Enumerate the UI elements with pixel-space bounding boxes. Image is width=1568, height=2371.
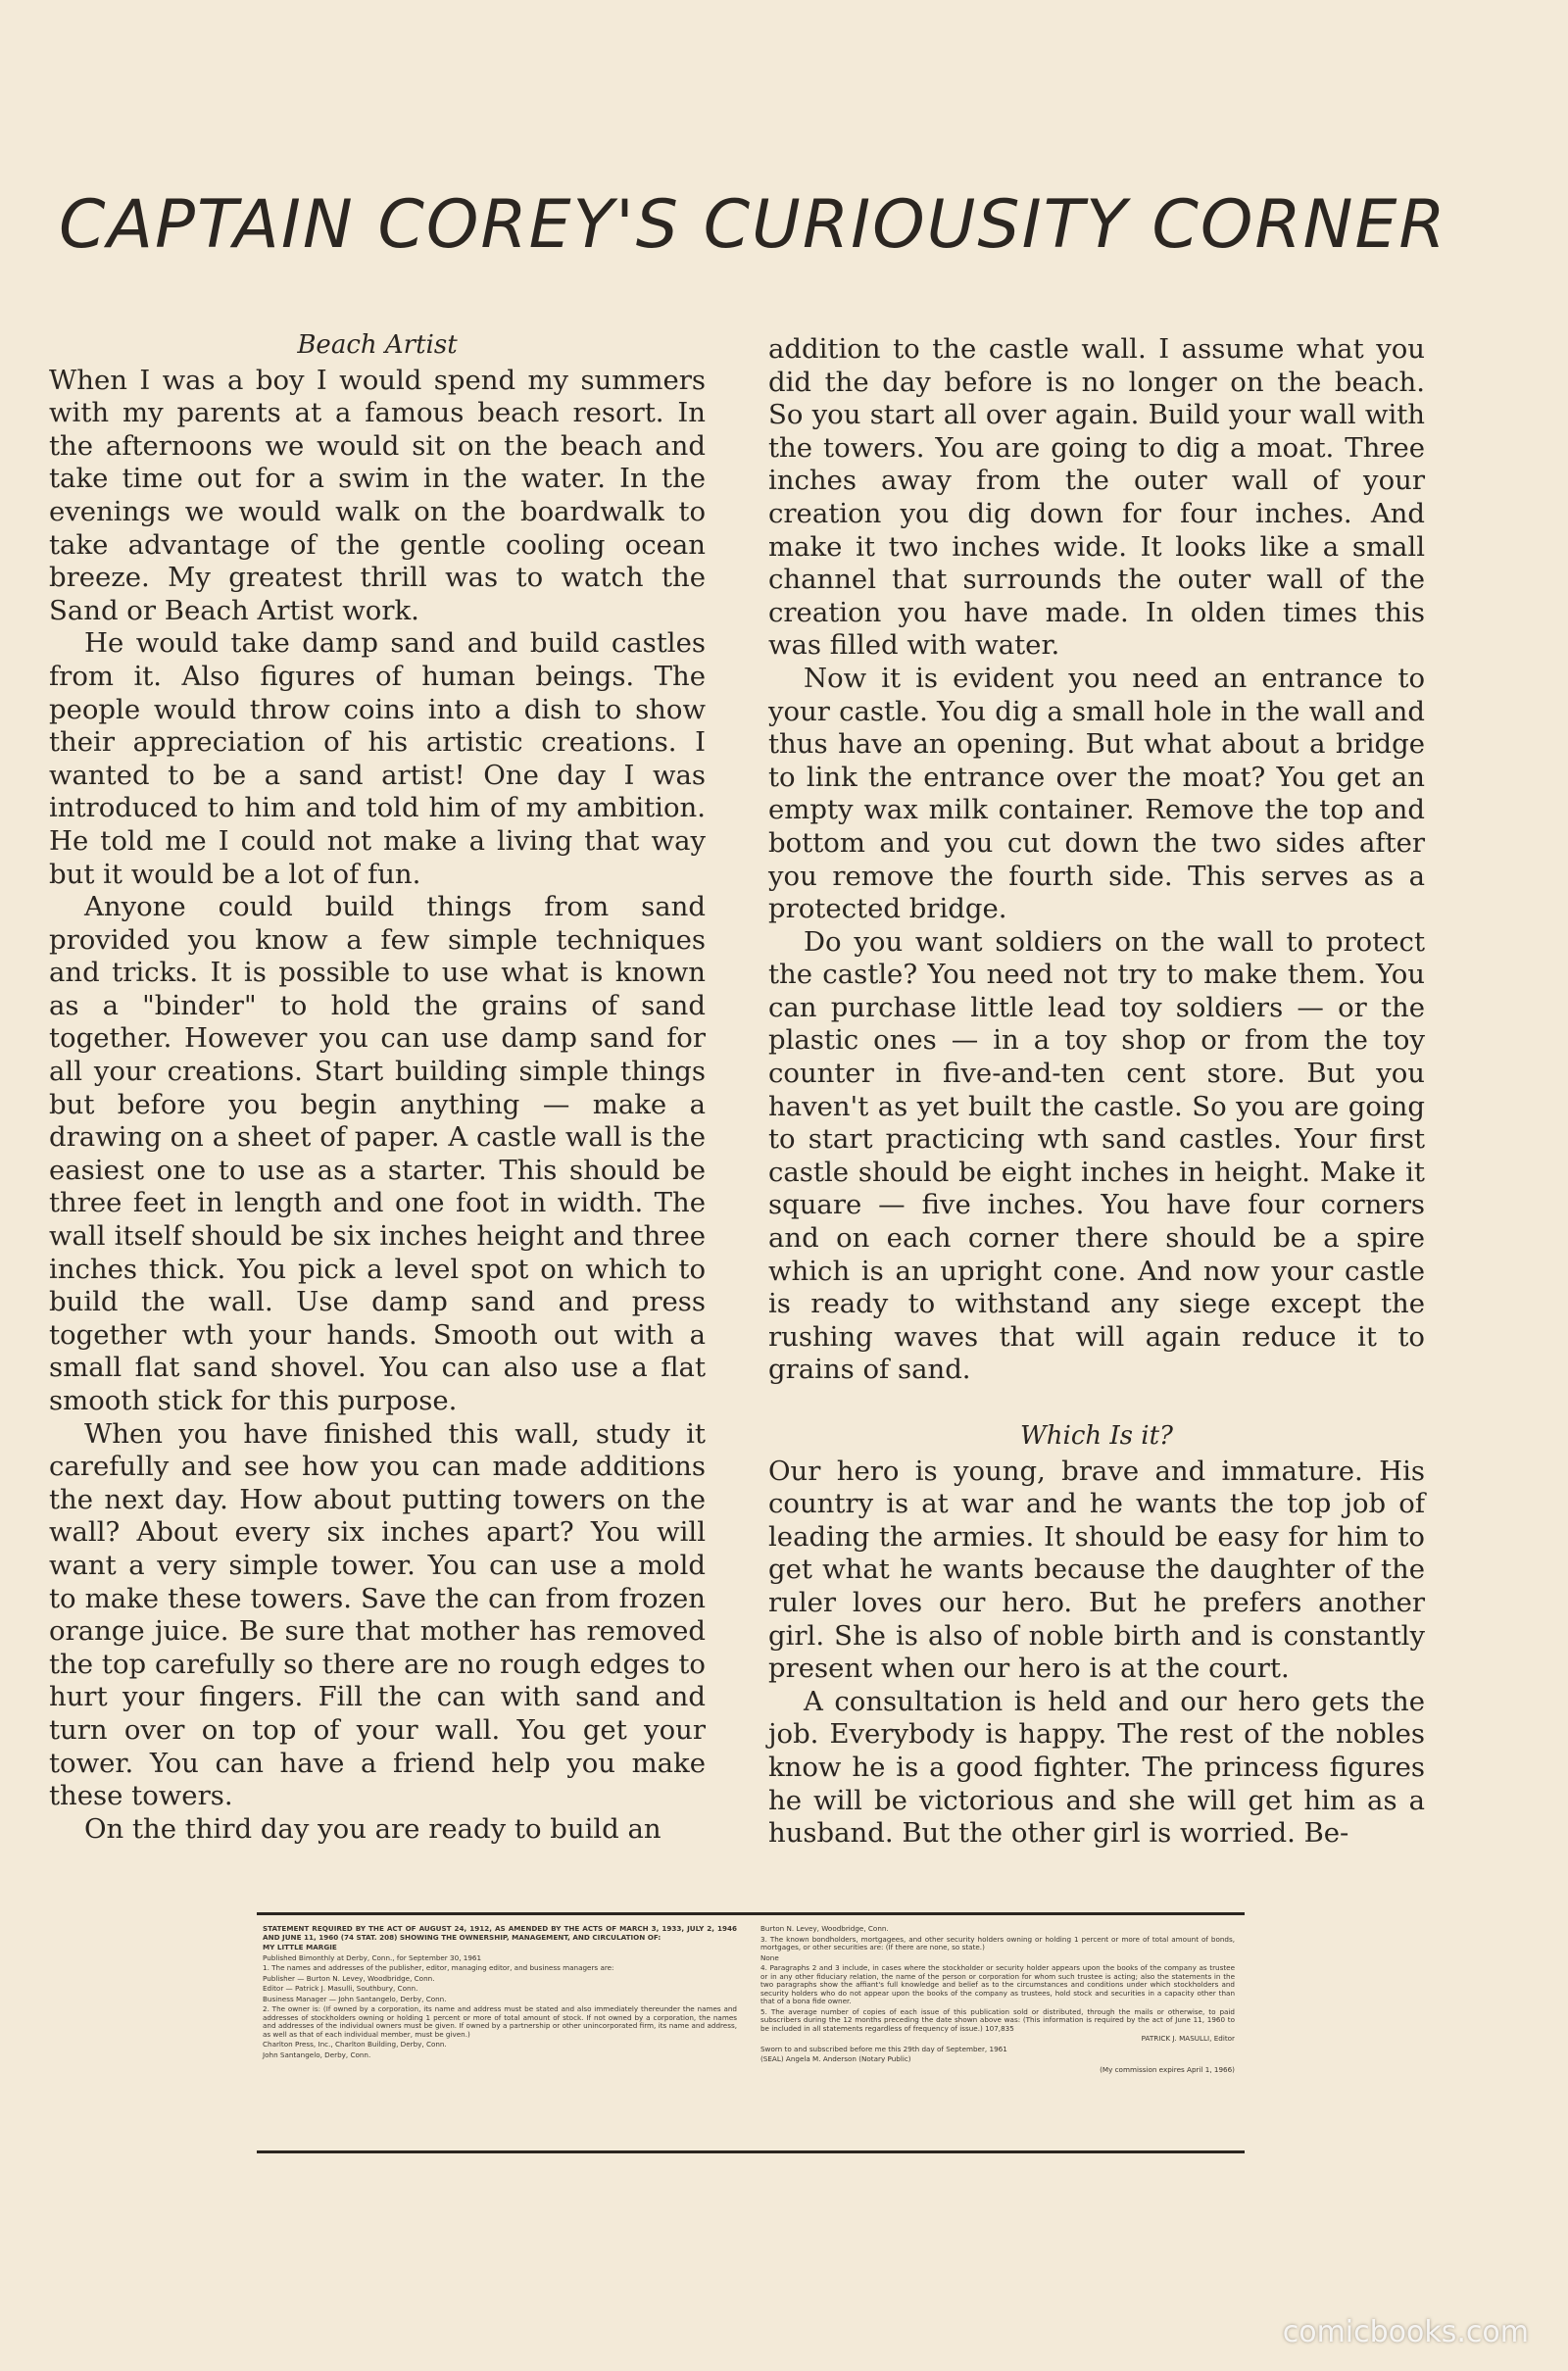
article-paragraph: On the third day you are ready to build an — [84, 1812, 662, 1845]
statement-item: (SEAL) Angela M. Anderson (Notary Public) — [760, 2054, 911, 2063]
statement-item: Editor — Patrick J. Masulli, Southbury, Conn. — [263, 1984, 418, 1993]
article-paragraph: addition to the castle wall. I assume what you did the day before is no longer on the beach. So you start all over again. Build your wall with the towers. You are going to dig a moat. Three inches away from the outer wall of your creation you dig down for four inches. And make it two inches wide. It looks like a small channel that surrounds the outer wall of the creation you have made. In olden times this was filled with water. — [768, 333, 1425, 662]
article-heading-which-is-it: Which Is it? — [1020, 1421, 1173, 1451]
statement-item: Charlton Press, Inc., Charlton Building, Derby, Conn. — [263, 2040, 447, 2049]
article-paragraph: Our hero is young, brave and immature. His country is at war and he wants the top job of leading the armies. It should be easy for him to get what he wants because the daughter of the ruler loves our hero. But he prefers another girl. She is also of noble birth and is constantly present when our hero is at the court. — [768, 1455, 1425, 1685]
statement-item: Sworn to and subscribed before me this 29th day of September, 1961 — [760, 2044, 1007, 2053]
article-heading-beach-artist: Beach Artist — [297, 330, 458, 360]
statement-publication: MY LITTLE MARGIE — [263, 1943, 337, 1951]
article-paragraph: Anyone could build things from sand provided you know a few simple techniques and tricks. It is possible to use what is known as a "binder" to hold the grains of sand together. However you can use damp sand for all your creations. Start building simple things but before you begin anything — make a drawing on a sheet of paper. A castle wall is the easiest one to use as a starter. This should be three feet in length and one foot in width. The wall itself should be six inches height and three inches thick. You pick a level spot on which to build the wall. Use damp sand and press together wth your hands. Smooth out with a small flat sand shovel. You can also use a flat smooth stick for this purpose. — [49, 891, 706, 1416]
statement-header: STATEMENT REQUIRED BY THE ACT OF AUGUST 24, 1912, AS AMENDED BY THE ACTS OF MARCH 3, 1933, JULY 2, 1946 AND JUNE 11, 1960 (74 STAT. 208) SHOWING THE OWNERSHIP, MANAGEMENT, AND CIRCULATION OF: — [263, 1924, 737, 1942]
statement-item: PATRICK J. MASULLI, Editor — [1141, 2034, 1235, 2043]
statement-item: 5. The average number of copies of each issue of this publication sold or distributed, through the mails or otherwise, to paid subscribers during the 12 months preceding the date shown above was: (This information is required by the act of June 11, 1960 to be included in all statements regardless of frequency of issue.) 107,835 — [760, 2006, 1235, 2033]
statement-item: None — [760, 1952, 779, 1962]
statement-item: 3. The known bondholders, mortgagees, and other security holders owning or holding 1 percent or more of total amount of bonds, mortgages, or other securities are: (If there are none, so state.) — [760, 1934, 1235, 1951]
statement-item: Publisher — Burton N. Levey, Woodbridge, Conn. — [263, 1973, 435, 1983]
article-paragraph: When I was a boy I would spend my summers with my parents at a famous beach resort. In the afternoons we would sit on the beach and take time out for a swim in the water. In the evenings we would walk on the boardwalk to take advantage of the gentle cooling ocean breeze. My greatest thrill was to watch the Sand or Beach Artist work. — [49, 364, 706, 626]
statement-column-left — [263, 1925, 737, 2061]
statement-published: Published Bimonthly at Derby, Conn., for September 30, 1961 — [263, 1952, 482, 1962]
article-paragraph: When you have finished this wall, study it carefully and see how you can made additions the next day. How about putting towers on the wall? About every six inches apart? You will want a very simple tower. You can use a mold to make these towers. Save the can from frozen orange juice. Be sure that mother has removed the top carefully so there are no rough edges to hurt your fingers. Fill the can with sand and turn over on top of your wall. You get your tower. You can have a friend help you make these towers. — [49, 1417, 706, 1812]
watermark: comicbooks.com — [1282, 2315, 1529, 2349]
column-right — [768, 333, 1425, 1851]
statement-item: Business Manager — John Santangelo, Derby, Conn. — [263, 1994, 447, 2003]
column-left — [49, 329, 706, 1846]
article-paragraph: A consultation is held and our hero gets the job. Everybody is happy. The rest of the nobles know he is a good fighter. The princess figures he will be victorious and she will get him as a husband. But the other girl is worried. Be- — [768, 1685, 1425, 1850]
ownership-statement — [257, 1912, 1245, 2153]
statement-item: 1. The names and addresses of the publisher, editor, managing editor, and business managers are: — [263, 1963, 614, 1972]
article-paragraph: Now it is evident you need an entrance to your castle. You dig a small hole in the wall and thus have an opening. But what about a bridge to link the entrance over the moat? You get an empty wax milk container. Remove the top and bottom and you cut down the two sides after you remove the fourth side. This serves as a protected bridge. — [768, 662, 1425, 925]
article-paragraph: He would take damp sand and build castles from it. Also figures of human beings. The people would throw coins into a dish to show their appreciation of his artistic creations. I wanted to be a sand artist! One day I was introduced to him and told him of my ambition. He told me I could not make a living that way but it would be a lot of fun. — [49, 627, 706, 890]
statement-column-right — [760, 1925, 1235, 2076]
statement-item: 2. The owner is: (If owned by a corporation, its name and address must be stated and also immediately thereunder the names and addresses of stockholders owning or holding 1 percent or more of total amount of stock. If not owned by a corporation, the names and addresses of the individual owners must be given. If owned by a partnership or other unincorporated firm, its name and address, as well as that of each individual member, must be given.) — [263, 2004, 737, 2039]
statement-item: John Santangelo, Derby, Conn. — [263, 2050, 371, 2059]
statement-item: 4. Paragraphs 2 and 3 include, in cases where the stockholder or security holder appears upon the books of the company as trustee or in any other fiduciary relation, the name of the person or corporation for whom such trustee is acting; also the statements in the two paragraphs show the affiant's full knowledge and belief as to the circumstances and conditions under which stockholders and security holders who do not appear upon the books of the company as trustees, hold stock and securities in a capacity other than that of a bona fide owner. — [760, 1963, 1235, 2005]
statement-item: (My commission expires April 1, 1966) — [1100, 2064, 1235, 2074]
page-title: CAPTAIN COREY'S CURIOUSITY CORNER — [59, 186, 1447, 264]
article-paragraph: Do you want soldiers on the wall to protect the castle? You need not try to make them. You can purchase little lead toy soldiers — or the plastic ones — in a toy shop or from the toy counter in five-and-ten cent store. But you haven't as yet built the castle. So you are going to start practicing wth sand castles. Your first castle should be eight inches in height. Make it square — five inches. You have four corners and on each corner there should be a spire which is an upright cone. And now your castle is ready to withstand any siege except the rushing waves that will again reduce it to grains of sand. — [768, 925, 1425, 1386]
statement-item: Burton N. Levey, Woodbridge, Conn. — [760, 1924, 889, 1933]
